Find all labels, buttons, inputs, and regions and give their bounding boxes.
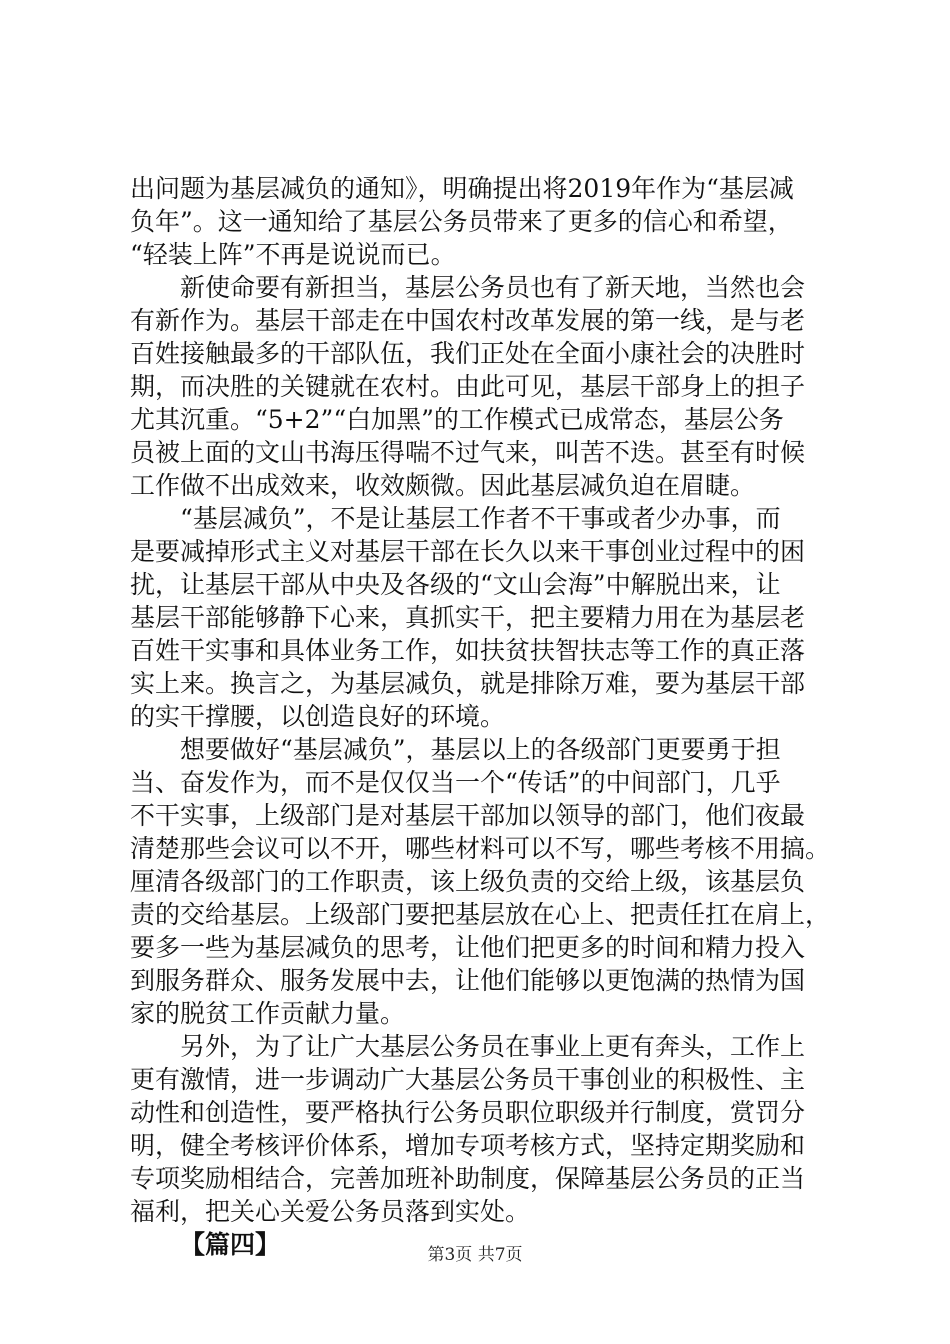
text-line: 百姓干实事和具体业务工作，如扶贫扶智扶志等工作的真正落	[130, 636, 806, 665]
paragraph-5	[130, 1030, 840, 1228]
paragraph-1	[130, 172, 840, 271]
text-line: 不干实事，上级部门是对基层干部加以领导的部门，他们夜最	[130, 801, 806, 830]
text-line: 责的交给基层。上级部门要把基层放在心上、把责任扛在肩上，	[130, 900, 831, 929]
text-line: 到服务群众、服务发展中去，让他们能够以更饱满的热情为国	[130, 966, 806, 995]
text-line: 新使命要有新担当，基层公务员也有了新天地，当然也会	[180, 273, 806, 302]
text-line: 负年”。这一通知给了基层公务员带来了更多的信心和希望，	[130, 207, 793, 236]
text-line: “轻装上阵”不再是说说而已。	[130, 240, 456, 269]
text-line: 厘清各级部门的工作职责，该上级负责的交给上级，该基层负	[130, 867, 806, 896]
text-line: 实上来。换言之，为基层减负，就是排除万难，要为基层干部	[130, 669, 806, 698]
text-line: 尤其沉重。“5+2”“白加黑”的工作模式已成常态，基层公务	[130, 405, 784, 434]
text-line: 清楚那些会议可以不开，哪些材料可以不写，哪些考核不用搞。	[130, 834, 831, 863]
text-line: 想要做好“基层减负”，基层以上的各级部门更要勇于担	[180, 735, 781, 764]
paragraph-2	[130, 271, 840, 502]
text-line: 是要减掉形式主义对基层干部在长久以来干事创业过程中的困	[130, 537, 806, 566]
text-line: 出问题为基层减负的通知》，明确提出将2019年作为“基层减	[130, 174, 794, 203]
text-line: 当、奋发作为，而不是仅仅当一个“传话”的中间部门，几乎	[130, 768, 781, 797]
document-body	[130, 172, 840, 1261]
text-line: 期，而决胜的关键就在农村。由此可见，基层干部身上的担子	[130, 372, 806, 401]
text-line: 另外，为了让广大基层公务员在事业上更有奔头，工作上	[180, 1032, 806, 1061]
text-line: 家的脱贫工作贡献力量。	[130, 999, 406, 1028]
page-number: 第3页 共7页	[427, 1245, 523, 1265]
paragraph-3	[130, 502, 840, 733]
text-line: 有新作为。基层干部走在中国农村改革发展的第一线，是与老	[130, 306, 806, 335]
paragraph-4	[130, 733, 840, 1030]
text-line: 基层干部能够静下心来，真抓实干，把主要精力用在为基层老	[130, 603, 806, 632]
text-line: 动性和创造性，要严格执行公务员职位职级并行制度，赏罚分	[130, 1098, 806, 1127]
text-line: 福利，把关心关爱公务员落到实处。	[130, 1197, 531, 1226]
text-line: 扰，让基层干部从中央及各级的“文山会海”中解脱出来，让	[130, 570, 781, 599]
section-heading: 【篇四】	[180, 1230, 281, 1259]
text-line: 要多一些为基层减负的思考，让他们把更多的时间和精力投入	[130, 933, 806, 962]
text-line: 百姓接触最多的干部队伍，我们正处在全面小康社会的决胜时	[130, 339, 806, 368]
text-line: 明，健全考核评价体系，增加专项考核方式，坚持定期奖励和	[130, 1131, 806, 1160]
text-line: 员被上面的文山书海压得喘不过气来，叫苦不迭。甚至有时候	[130, 438, 806, 467]
text-line: 的实干撑腰，以创造良好的环境。	[130, 702, 506, 731]
text-line: 工作做不出成效来，收效颇微。因此基层减负迫在眉睫。	[130, 471, 756, 500]
text-line: 更有激情，进一步调动广大基层公务员干事创业的积极性、主	[130, 1065, 806, 1094]
text-line: 专项奖励相结合，完善加班补助制度，保障基层公务员的正当	[130, 1164, 806, 1193]
text-line: “基层减负”，不是让基层工作者不干事或者少办事，而	[180, 504, 781, 533]
